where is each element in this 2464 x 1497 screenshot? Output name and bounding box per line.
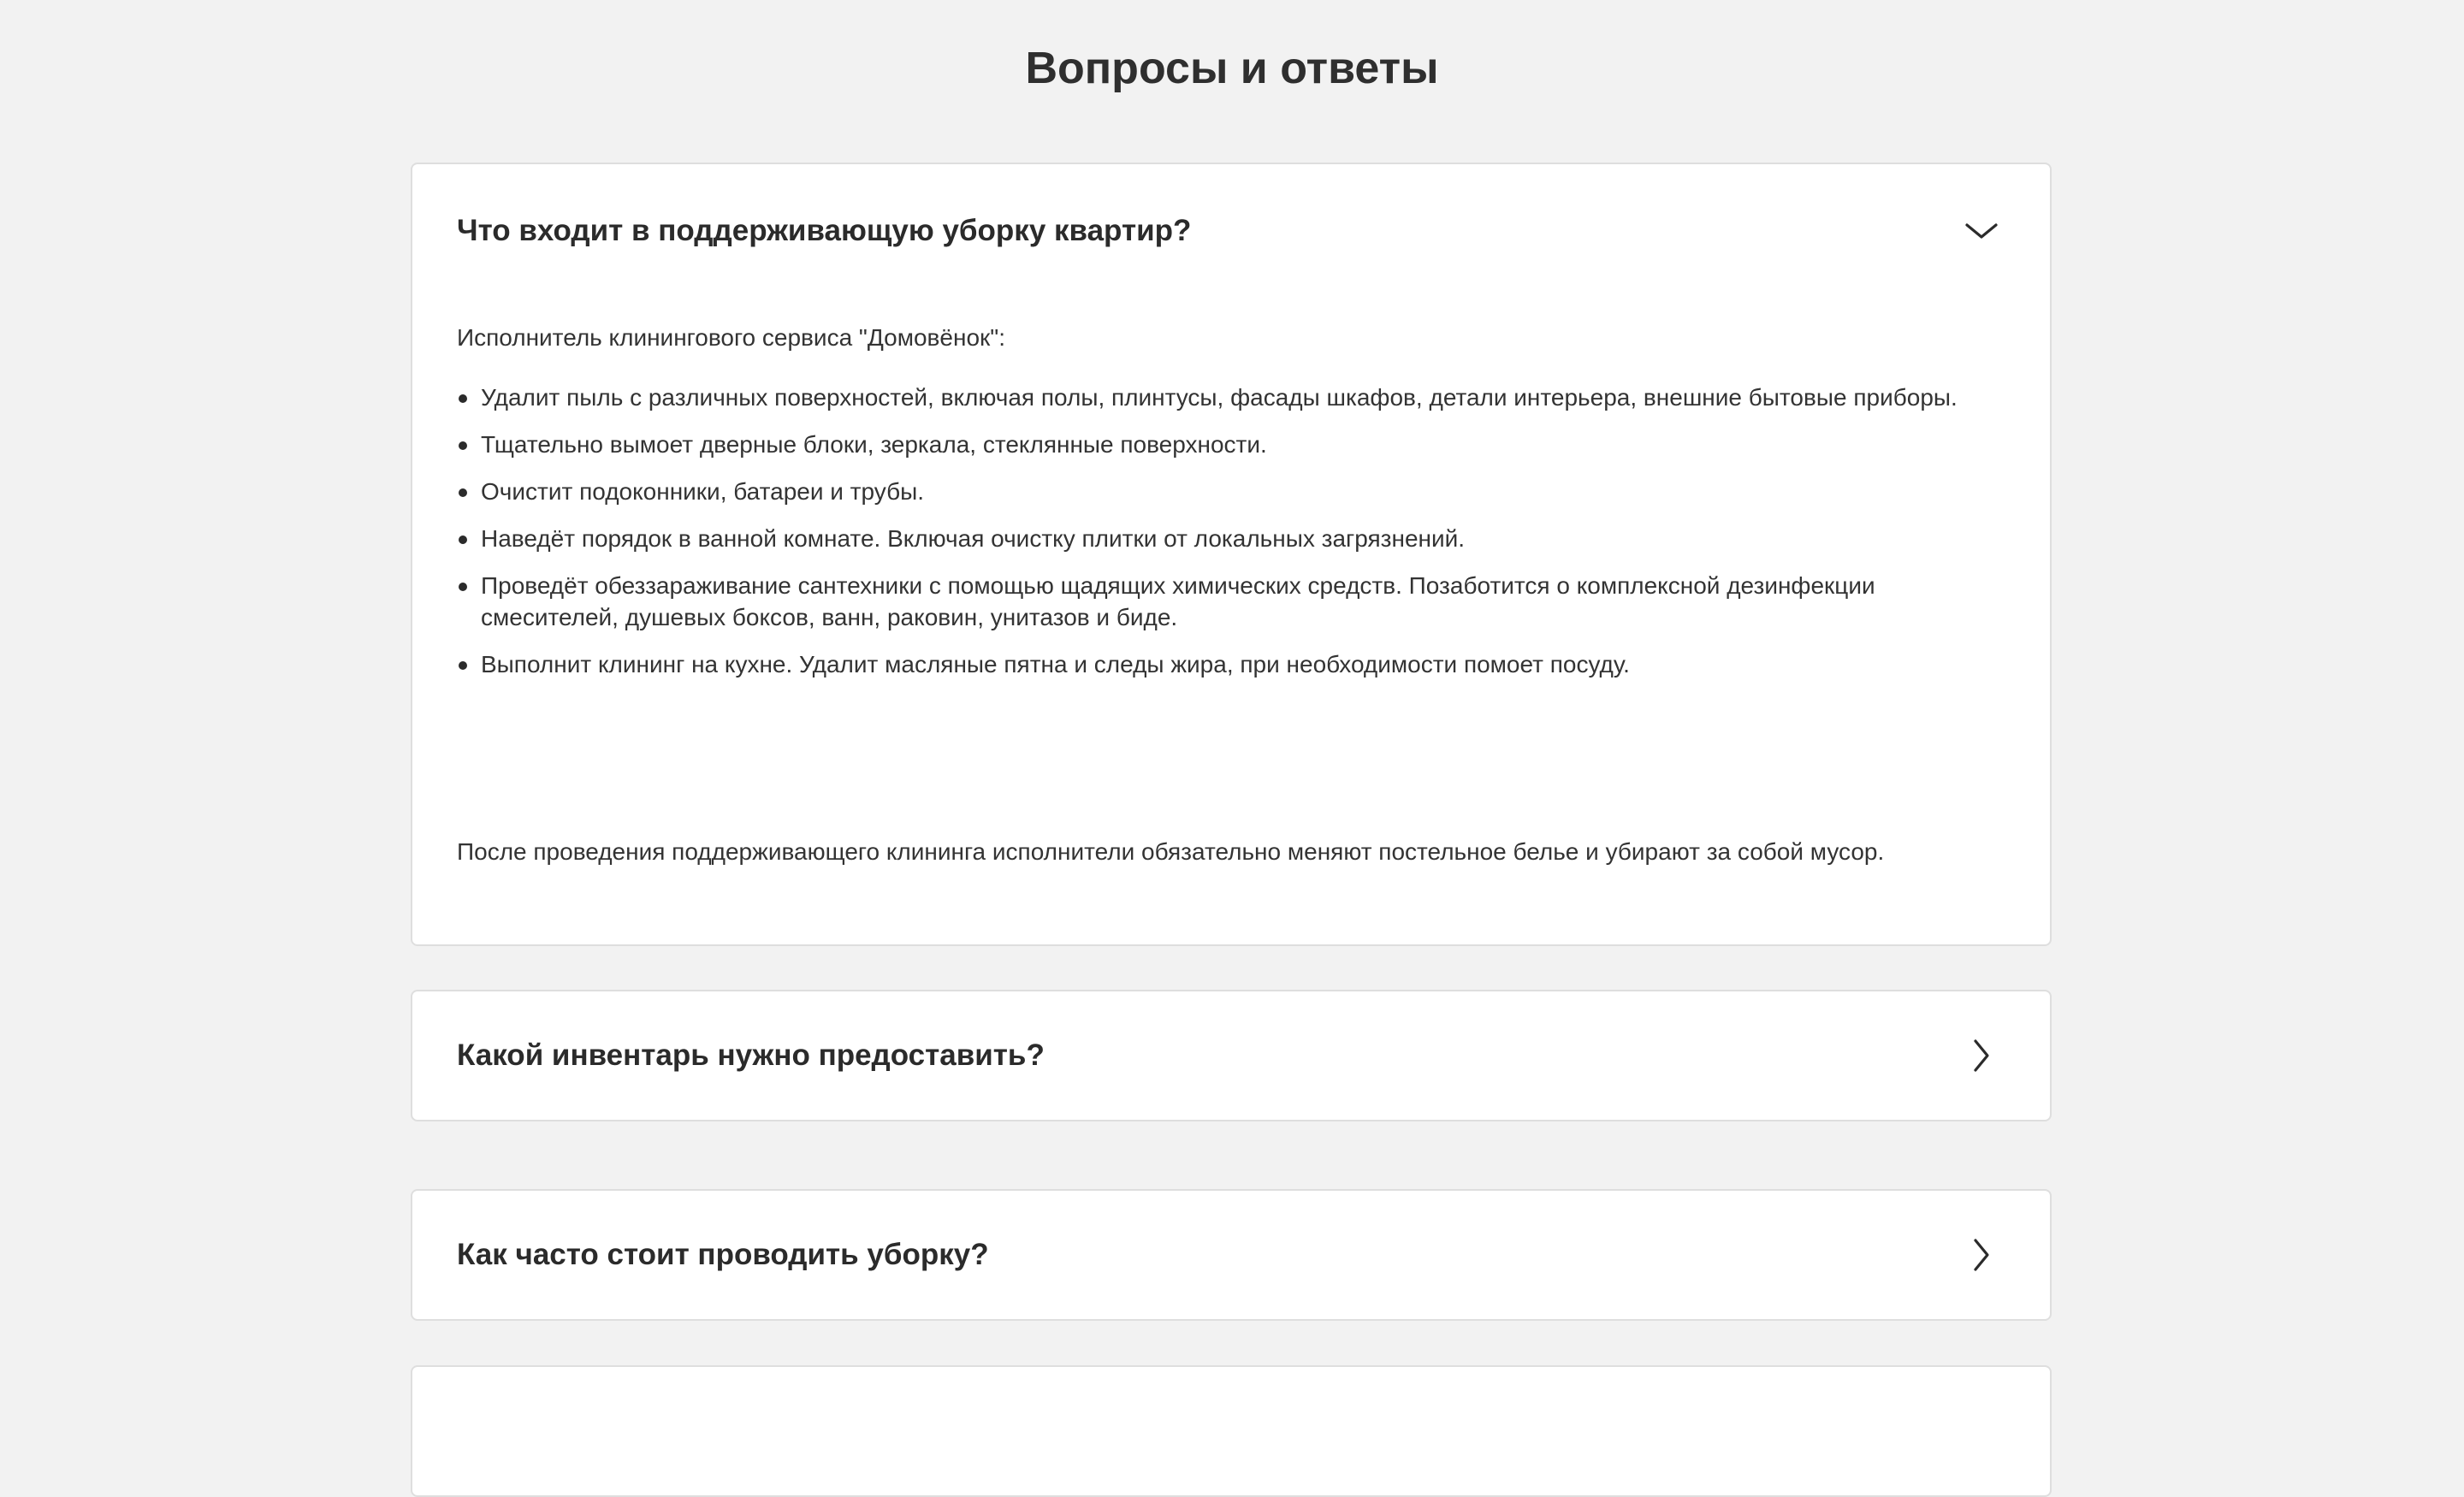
faq-question-text: Какой инвентарь нужно предоставить? [457, 1038, 1045, 1072]
list-item: Очистит подоконники, батареи и трубы. [457, 476, 2014, 507]
faq-question-toggle[interactable] [412, 1191, 2050, 1319]
answer-list [457, 382, 2014, 695]
faq-item[interactable] [411, 990, 2052, 1121]
list-item: Тщательно вымоет дверные блоки, зеркала, стеклянные поверхности. [457, 429, 2014, 460]
list-item: Выполнит клининг на кухне. Удалит масляные пятна и следы жира, при необходимости помоет посуду. [457, 648, 2014, 680]
list-item: Наведёт порядок в ванной комнате. Включая очистку плитки от локальных загрязнений. [457, 523, 2014, 554]
faq-question-text: Как часто стоит проводить уборку? [457, 1238, 989, 1271]
faq-item[interactable] [411, 1189, 2052, 1321]
list-item: Проведёт обеззараживание сантехники с помощью щадящих химических средств. Позаботится о комплексной дезинфекции смесителей, душевых боксов, ванн, раковин, унитазов и биде. [457, 570, 2014, 633]
answer-outro: После проведения поддерживающего клининга исполнители обязательно меняют постельное белье и убирают за собой мусор. [457, 838, 1885, 865]
chevron-right-icon[interactable] [1963, 1037, 2000, 1074]
chevron-down-icon[interactable] [1963, 212, 2000, 250]
faq-item-expanded [411, 163, 2052, 946]
page-title: Вопросы и ответы [1025, 44, 1439, 93]
answer-intro: Исполнитель клинингового сервиса "Домовёнок": [457, 324, 1005, 351]
list-item: Удалит пыль с различных поверхностей, включая полы, плинтусы, фасады шкафов, детали интерьера, внешние бытовые приборы. [457, 382, 2014, 413]
faq-question-text: Что входит в поддерживающую уборку квартир? [457, 214, 1192, 247]
faq-item-partial[interactable] [411, 1365, 2052, 1497]
faq-question-toggle[interactable] [412, 1367, 2050, 1495]
faq-question-toggle[interactable] [412, 991, 2050, 1120]
chevron-right-icon[interactable] [1963, 1236, 2000, 1274]
faq-question-toggle[interactable] [412, 164, 2050, 298]
